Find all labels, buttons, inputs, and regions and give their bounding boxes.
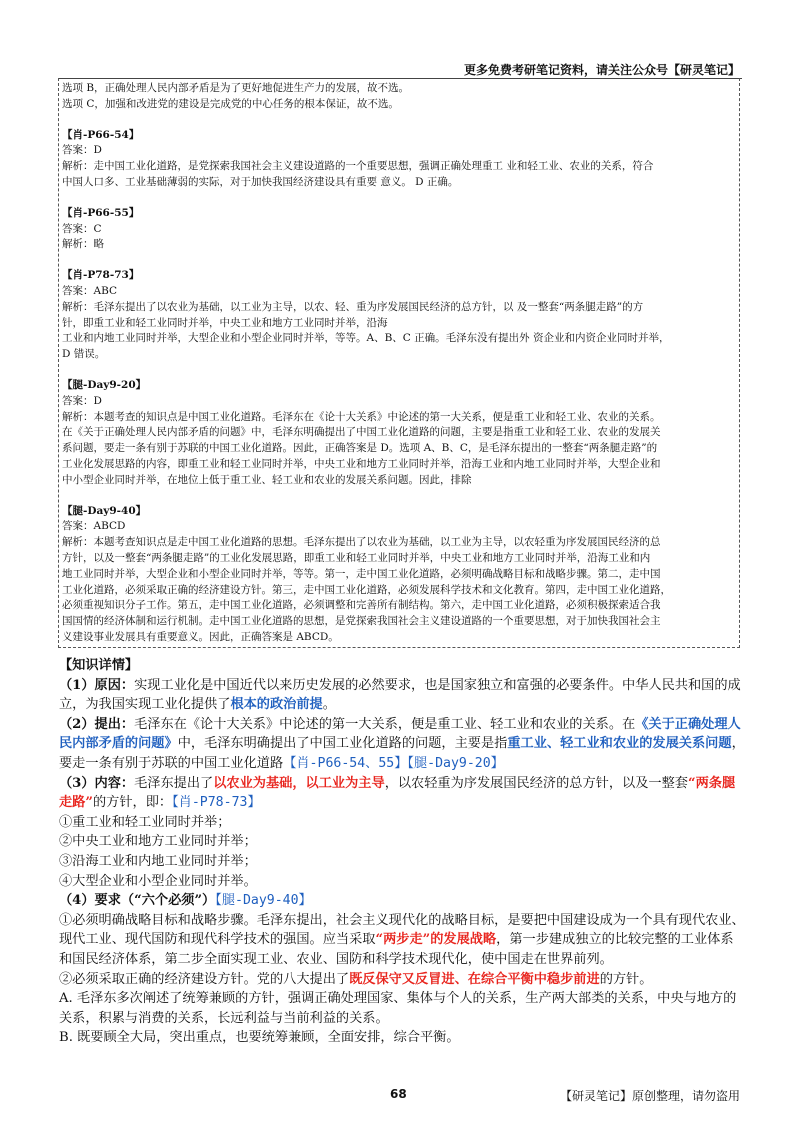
text-line: D 错误。: [62, 348, 106, 361]
text-line: 中国人口多、工业基础薄弱的实际，对于加快我国经济建设具有重要 意义。 D 正确。: [62, 175, 459, 188]
list-item: ②中央工业和地方工业同时并举；: [59, 834, 257, 850]
text-line: 解析：毛泽东提出了以农业为基础，以工业为主导，以农、轻、重为序发展国民经济的总方针，以 及一整套“两条腿走路”的方: [62, 300, 644, 313]
text-line: 中小型企业同时并举，在地位上低于重工业、轻工业和农业的发展关系问题。因此，排除: [62, 473, 472, 486]
answer-box: [58, 78, 740, 648]
question-tag: 【腿-Day9-20】: [62, 378, 147, 391]
text-line: 解析：本题考查知识点是走中国工业化道路的思想。毛泽东提出了以农业为基础，以工业为主导，以农轻重为序发展国民经济的总: [62, 536, 661, 549]
paragraph-proposal: （2）提出：毛泽东在《论十大关系》中论述的第一大关系，便是重工业、轻工业和农业的关系。在《关于正确处理人民内部矛盾的问题》中，毛泽东明确提出了中国工业化道路的问题，主要是指重工业、轻工业和农业的发展关系问题，要走一条有别于苏联的中国工业化道路【肖-P66-54、55】【腿-Day9-20】: [59, 716, 745, 771]
answer-line: 答案：D: [62, 144, 102, 157]
answer-line: 答案：ABCD: [62, 520, 126, 533]
page-number: 68: [390, 1087, 407, 1101]
paragraph-a: A. 毛泽东多次阐述了统筹兼顾的方针，强调正确处理国家、集体与个人的关系，生产两大部类的关系，中央与地方的关系，积累与消费的关系，长远利益与当前利益的关系。: [59, 991, 737, 1026]
question-tag: 【肖-P66-55】: [62, 206, 140, 219]
list-item: ①重工业和轻工业同时并举；: [59, 814, 231, 830]
text-line: 解析：走中国工业化道路，是党探索我国社会主义建设道路的一个重要思想，强调正确处理重工 业和轻工业、农业的关系，符合: [62, 160, 654, 173]
text-line: 必须重视知识分子工作。第五，走中国工业化道路，必须调整和完善所有制结构。第六，走中国工业化道路，必须积极探索适合我: [62, 599, 661, 612]
paragraph-reason: （1）原因：实现工业化是中国近代以来历史发展的必然要求，也是国家独立和富强的必要条件。中华人民共和国的成立，为我国实现工业化提供了根本的政治前提。: [59, 677, 741, 713]
knowledge-section: [59, 656, 745, 1048]
text-line: 工业化发展思路的内容，即重工业和轻工业同时并举，中央工业和地方工业同时并举，沿海工业和内地工业同时并举，大型企业和: [62, 457, 661, 470]
paragraph-strategy: ①必须明确战略目标和战略步骤。毛泽东提出，社会主义现代化的战略目标，是要把中国建设成为一个具有现代农业、现代工业、现代国防和现代科学技术的强国。应当采取“两步走”的发展战略，第一步建成独立的比较完整的工业体系和国民经济体系，第二步全面实现工业、农业、国防和科学技术现代化，使中国走在世界前列。: [59, 912, 745, 967]
footer-note: 【研灵笔记】原创整理，请勿盗用: [559, 1089, 740, 1103]
paragraph-policy: ②必须采取正确的经济建设方针。党的八大提出了既反保守又反冒进、在综合平衡中稳步前进的方针。: [59, 971, 653, 987]
section-title: 【知识详情】: [59, 656, 745, 676]
list-item: ④大型企业和小型企业同时并举。: [59, 873, 257, 889]
text-line: 在《关于正确处理人民内部矛盾的问题》中，毛泽东明确提出了中国工业化道路的问题，主要是指重工业和轻工业、农业的发展关: [62, 426, 661, 439]
text-line: 解析：本题考查的知识点是中国工业化道路。毛泽东在《论十大关系》中论述的第一大关系，便是重工业和轻工业、农业的关系。: [62, 410, 661, 423]
paragraph-content: （3）内容：毛泽东提出了以农业为基础，以工业为主导，以农轻重为序发展国民经济的总方针，以及一整套“两条腿走路”的方针，即：【肖-P78-73】: [59, 775, 736, 811]
paragraph-requirements: （4）要求（“六个必须”）【腿-Day9-40】: [59, 893, 312, 909]
question-tag: 【腿-Day9-40】: [62, 504, 147, 517]
paragraph-b: B. 既要顾全大局，突出重点，也要统筹兼顾，全面安排，综合平衡。: [59, 1030, 460, 1046]
text-line: 义建设事业发展具有重要意义。因此，正确答案是 ABCD。: [62, 630, 339, 643]
text-line: 针，即重工业和轻工业同时并举，中央工业和地方工业同时并举，沿海: [62, 316, 388, 329]
text-line: 国国情的经济体制和运行机制。走中国工业化道路的思想，是党探索我国社会主义建设道路的一个重要思想，对于加快我国社会主: [62, 615, 661, 628]
answer-line: 答案：C: [62, 222, 102, 235]
text-line: 系问题，要走一条有别于苏联的中国工业化道路。因此，正确答案是 D。选项 A、B、C，是毛泽东提出的一整套“两条腿走路”的: [62, 442, 658, 455]
question-tag: 【肖-P78-73】: [62, 269, 140, 282]
text-line: 解析：略: [62, 238, 104, 251]
text-line: 工业和内地工业同时并举，大型企业和小型企业同时并举，等等。A、B、C 正确。毛泽东没有提出外 资企业和内资企业同时并举，: [62, 332, 670, 345]
answer-line: 答案：ABC: [62, 284, 118, 297]
text-line: 选项 B，正确处理人民内部矛盾是为了更好地促进生产力的发展，故不选。: [62, 82, 410, 94]
question-tag: 【肖-P66-54】: [62, 128, 140, 141]
answer-line: 答案：D: [62, 394, 102, 407]
text-line: 工业化道路，必须采取正确的经济建设方针。第三，走中国工业化道路，必须发展科学技术和文化教育。第四，走中国工业化道路，: [62, 583, 671, 596]
text-line: 方针，以及一整套“两条腿走路”的工业化发展思路，即重工业和轻工业同时并举，中央工业和地方工业同时并举，沿海工业和内: [62, 551, 651, 564]
header-promo: 更多免费考研笔记资料，请关注公众号【研灵笔记】: [463, 63, 740, 77]
list-item: ③沿海工业和内地工业同时并举；: [59, 853, 257, 869]
text-line: 选项 C，加强和改进党的建设是完成党的中心任务的根本保证，故不选。: [62, 97, 399, 110]
text-line: 地工业同时并举，大型企业和小型企业同时并举，等等。第一，走中国工业化道路，必须明确战略目标和战略步骤。第二，走中国: [62, 567, 661, 580]
